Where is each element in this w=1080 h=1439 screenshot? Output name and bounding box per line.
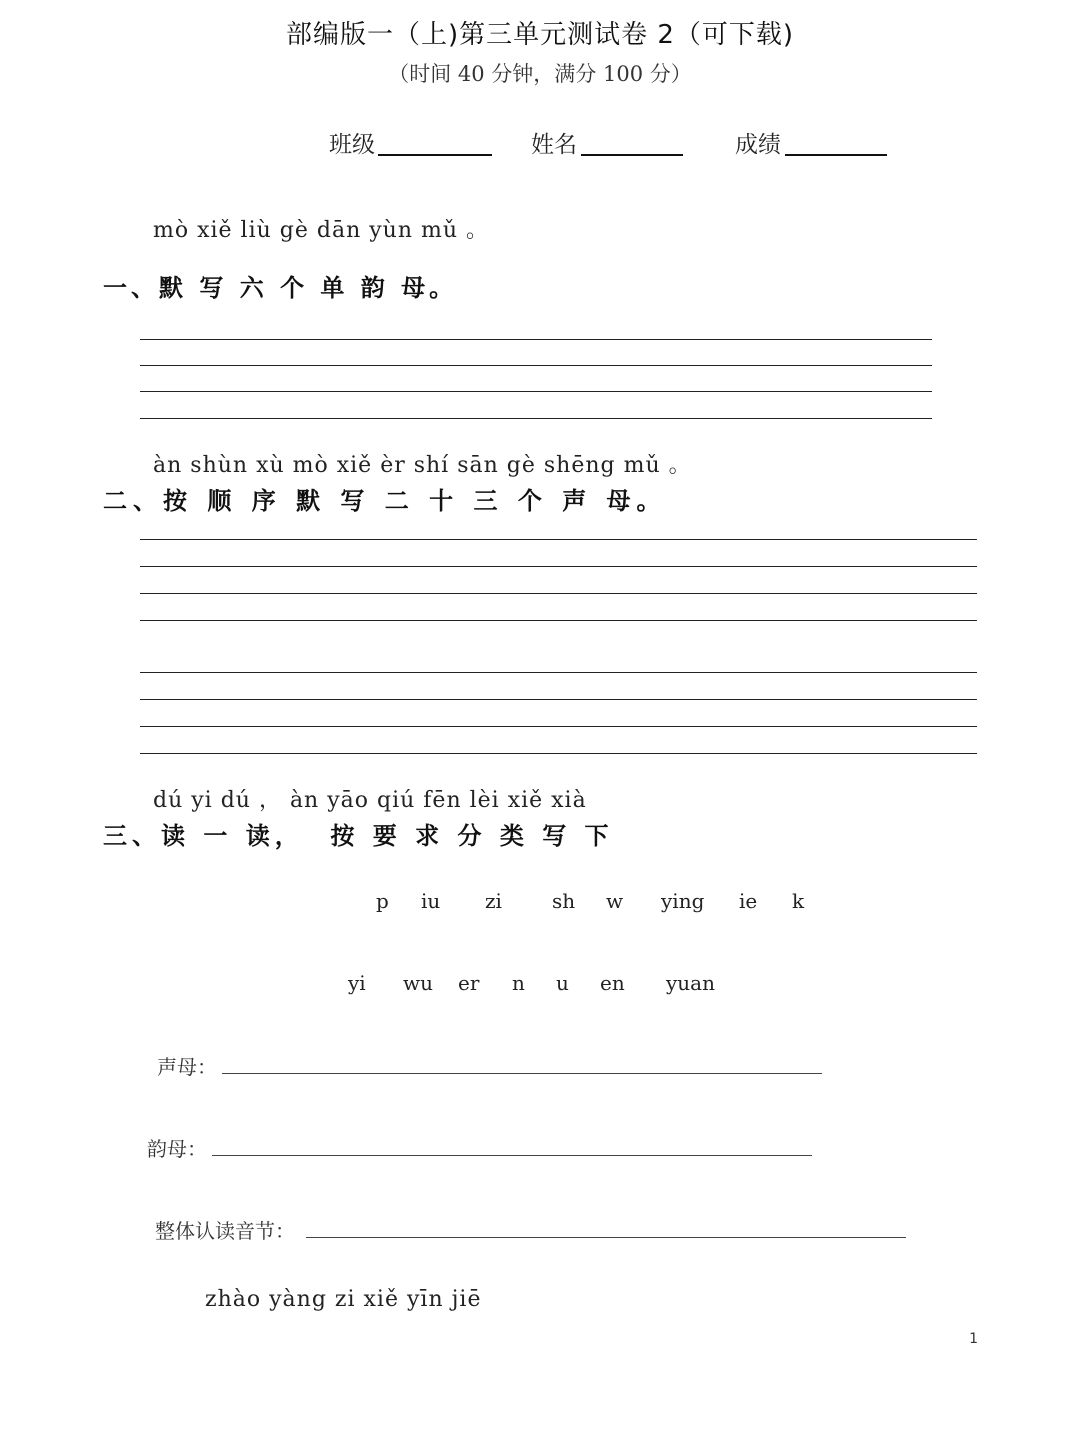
writing-line (140, 753, 977, 754)
page-title: 部编版一（上)第三单元测试卷 2（可下载) (285, 20, 795, 50)
writing-line (140, 699, 977, 700)
name-blank (581, 154, 683, 156)
writing-line (140, 339, 932, 340)
class-blank (378, 154, 492, 156)
writing-line (140, 566, 977, 567)
syllable-item: sh (552, 889, 576, 913)
whole-syllables-label: 整体认读音节： (155, 1219, 295, 1243)
name-label: 姓名 (531, 132, 577, 158)
page-number: 1 (969, 1331, 978, 1347)
writing-line (140, 539, 977, 540)
section-4-pinyin: zhào yàng zi xiě yīn jiē (205, 1287, 482, 1312)
syllable-item: w (606, 889, 624, 913)
syllable-item: u (556, 971, 569, 995)
initials-label: 声母： (157, 1055, 217, 1079)
syllable-item: yuan (666, 971, 715, 995)
section-2-pinyin: àn shùn xù mò xiě èr shí sān gè shēng mǔ 。 (153, 453, 692, 478)
writing-line (140, 391, 932, 392)
syllable-item: n (512, 971, 525, 995)
syllable-item: wu (403, 971, 433, 995)
syllable-row-1 (0, 889, 1080, 915)
syllable-item: zi (485, 889, 502, 913)
syllable-item: iu (421, 889, 441, 913)
finals-label: 韵母： (147, 1137, 207, 1161)
writing-line (140, 726, 977, 727)
syllable-item: er (458, 971, 480, 995)
writing-line (140, 672, 977, 673)
score-blank (785, 154, 887, 156)
writing-line (140, 593, 977, 594)
section-1-pinyin: mò xiě liù gè dān yùn mǔ 。 (153, 218, 490, 243)
score-label: 成绩 (735, 132, 781, 158)
syllable-item: ie (739, 889, 758, 913)
syllable-item: ying (661, 889, 705, 913)
writing-line (140, 620, 977, 621)
section-2-heading: 二、按 顺 序 默 写 二 十 三 个 声 母。 (103, 487, 667, 515)
syllable-item: en (600, 971, 625, 995)
whole-syllables-answer-line (306, 1237, 906, 1238)
initials-answer-line (222, 1073, 822, 1074)
writing-line (140, 365, 932, 366)
syllable-item: k (792, 889, 805, 913)
syllable-item: p (376, 889, 389, 913)
page-subtitle: （时间 40 分钟，满分 100 分） (388, 62, 692, 86)
finals-answer-line (212, 1155, 812, 1156)
section-1-heading: 一、默 写 六 个 单 韵 母。 (103, 274, 458, 302)
writing-line (140, 418, 932, 419)
class-label: 班级 (329, 132, 375, 158)
section-3-heading: 三、读 一 读， 按 要 求 分 类 写 下 (103, 822, 614, 850)
syllable-item: yi (348, 971, 366, 995)
section-3-pinyin: dú yi dú ， àn yāo qiú fēn lèi xiě xià (153, 788, 587, 813)
syllable-row-2 (0, 971, 1080, 997)
